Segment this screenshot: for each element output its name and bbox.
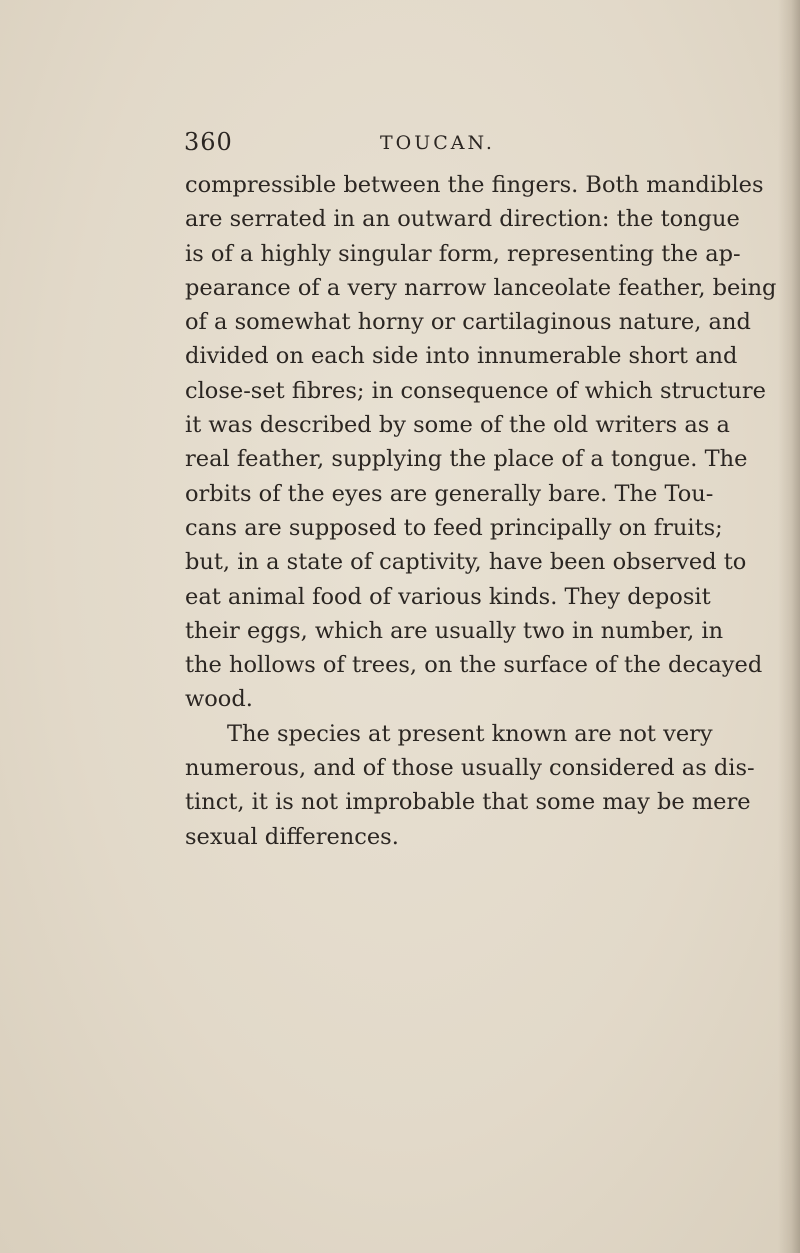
- text-line: cans are supposed to feed principally on fruits;: [185, 514, 723, 541]
- text-line: numerous, and of those usually considered as dis-: [185, 755, 755, 782]
- text-line: sexual differences.: [185, 823, 399, 850]
- text-line: of a somewhat horny or cartilaginous nature, and: [185, 309, 751, 336]
- text-line: pearance of a very narrow lanceolate feather, being: [185, 274, 777, 301]
- text-line: the hollows of trees, on the surface of the decayed: [185, 652, 763, 679]
- text-line: orbits of the eyes are generally bare. The Tou-: [185, 480, 714, 507]
- text-line: compressible between the fingers. Both mandibles: [185, 172, 764, 198]
- body-text: [185, 168, 777, 854]
- text-line: close-set fibres; in consequence of which structure: [185, 377, 766, 404]
- text-line: their eggs, which are usually two in number, in: [185, 617, 724, 644]
- text-line: is of a highly singular form, representing the ap-: [185, 240, 741, 267]
- running-head: TOUCAN.: [380, 132, 495, 154]
- page-edge-shadow: [778, 0, 800, 1253]
- text-line: but, in a state of captivity, have been observed to: [185, 549, 747, 576]
- text-line: divided on each side into innumerable short and: [185, 343, 738, 370]
- text-line: real feather, supplying the place of a tongue. The: [185, 446, 748, 473]
- text-line: wood.: [185, 686, 253, 713]
- text-line: tinct, it is not improbable that some may be mere: [185, 789, 751, 816]
- page-header: [184, 128, 684, 164]
- text-line: are serrated in an outward direction: the tongue: [185, 206, 740, 233]
- text-line: eat animal food of various kinds. They deposit: [185, 583, 711, 610]
- text-line: The species at present known are not very: [227, 720, 713, 747]
- page-number: 360: [184, 128, 233, 156]
- text-line: it was described by some of the old writers as a: [185, 412, 730, 439]
